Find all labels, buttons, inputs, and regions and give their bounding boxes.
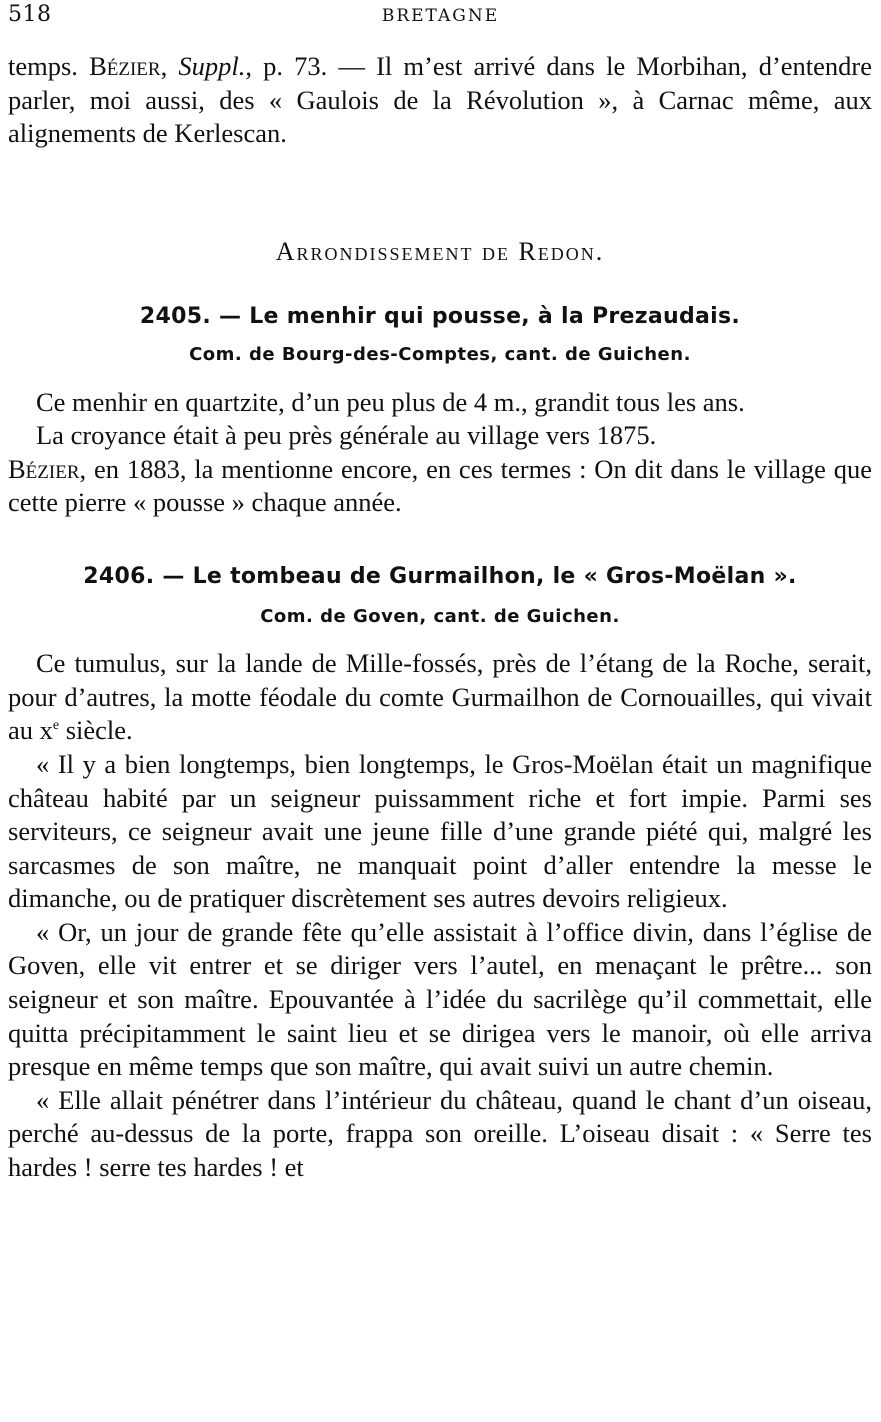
intro-text-3: , p. 73. — Il m’est arrivé dans le Morbihan, d’entendre parler, moi aussi, des « Gaulois de la Révolution », à Carnac même, aux alignements de Kerlescan. bbox=[8, 51, 872, 149]
entry-2405-paragraph-3 bbox=[8, 453, 872, 520]
entry-2405-author: Bézier bbox=[8, 453, 80, 484]
entry-2406-paragraph-1 bbox=[8, 647, 872, 748]
intro-text-1: temps. bbox=[8, 51, 90, 81]
century-superscript: e bbox=[52, 718, 60, 734]
entry-2406-title: 2406. — Le tombeau de Gurmailhon, le « Gros-Moëlan ». bbox=[83, 563, 797, 589]
entry-2406-paragraph-3: « Or, un jour de grande fête qu’elle assistait à l’office divin, dans l’église de Goven, elle vit entrer et se diriger vers l’autel, en menaçant le prêtre... son seigneur et son maître. Epouvantée à l’idée du sacrilège qu’il commettait, elle quitta précipitamment le saint lieu et se dirigea vers le manoir, où elle arriva presque en même temps que son maître, qui avait suivi un autre chemin. bbox=[8, 916, 872, 1082]
entry-2406-location: Com. de Goven, cant. de Guichen. bbox=[260, 605, 620, 627]
entry-2405-location: Com. de Bourg-des-Comptes, cant. de Guichen. bbox=[189, 343, 691, 365]
section-heading: Arrondissement de Redon. bbox=[275, 236, 605, 266]
intro-paragraph bbox=[8, 50, 872, 151]
entry-2406-paragraph-1-end: siècle. bbox=[59, 715, 133, 746]
entry-2405-title: 2405. — Le menhir qui pousse, à la Prezaudais. bbox=[139, 304, 741, 330]
entry-2405-paragraph-3-text: , en 1883, la mentionne encore, en ces termes : On dit dans le village que cette pierre « pousse » chaque année. bbox=[8, 453, 872, 518]
entry-2406-paragraph-4: « Elle allait pénétrer dans l’intérieur du château, quand le chant d’un oiseau, perché au-dessus de la porte, frappa son oreille. L’oiseau disait : « Serre tes hardes ! serre tes hardes ! et bbox=[8, 1084, 872, 1183]
page-number: 518 bbox=[8, 2, 52, 27]
running-title: BRETAGNE bbox=[381, 6, 500, 26]
entry-2405-paragraph-1: Ce menhir en quartzite, d’un peu plus de 4 m., grandit tous les ans. bbox=[36, 386, 745, 417]
intro-author: Bézier bbox=[89, 51, 161, 81]
intro-text-2: , bbox=[160, 51, 179, 81]
page-body bbox=[8, 50, 872, 1185]
entry-2405-paragraph-2: La croyance était à peu près générale au village vers 1875. bbox=[36, 420, 657, 451]
entry-2406-paragraph-2: « Il y a bien longtemps, bien longtemps, le Gros-Moëlan était un magnifique château habité par un seigneur puissamment riche et fort impie. Parmi ses serviteurs, ce seigneur avait une jeune fille d’une grande piété qui, malgré les sarcasmes de son maître, ne manquait point d’aller entendre la messe le dimanche, ou de pratiquer discrètement ses autres devoirs religieux. bbox=[8, 748, 872, 914]
page-header bbox=[8, 2, 873, 28]
intro-work: Suppl. bbox=[178, 51, 246, 81]
entry-2406-paragraph-1-text: Ce tumulus, sur la lande de Mille-fossés, près de l’étang de la Roche, serait, pour d’autres, la motte féodale du comte Gurmailhon de Cornouailles, qui vivait au x bbox=[8, 648, 872, 746]
